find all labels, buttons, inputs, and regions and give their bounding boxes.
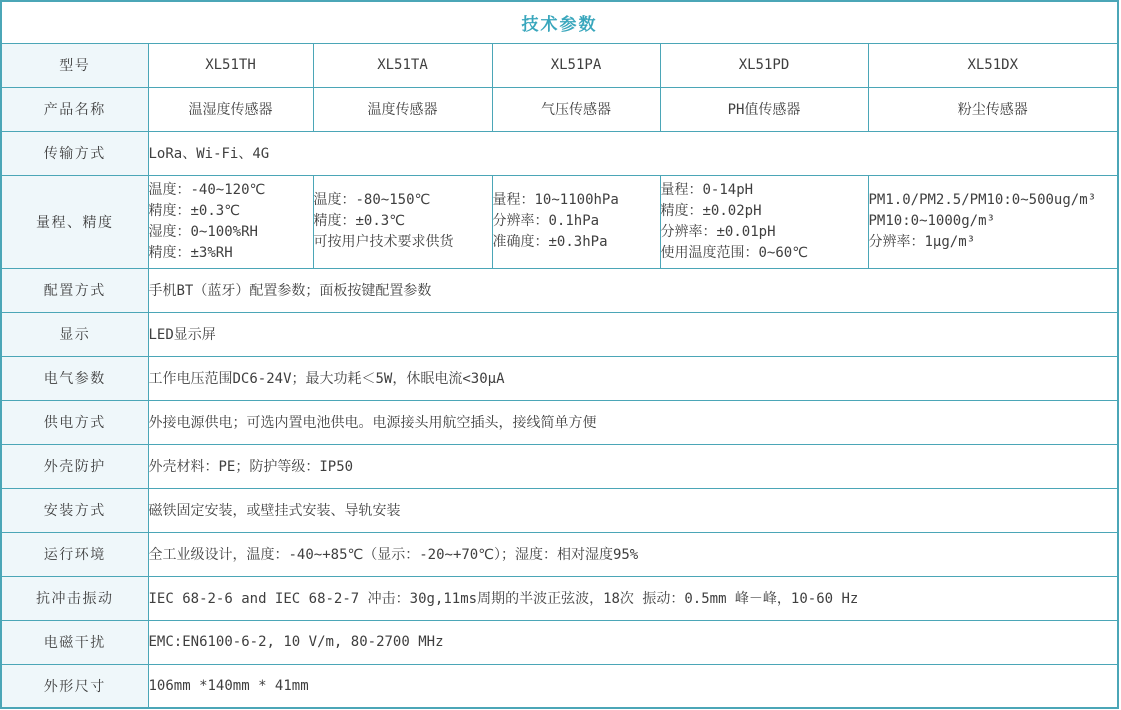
range-line: PM10:0~1000g/m³ bbox=[868, 213, 995, 229]
row-label-shock-vibration: 抗冲击振动 bbox=[1, 576, 148, 620]
range-line: 精度：±0.3℃ bbox=[313, 213, 405, 229]
spec-row-mounting bbox=[1, 488, 1118, 532]
row-label-environment: 运行环境 bbox=[1, 532, 148, 576]
model-cell-5: XL51DX bbox=[868, 43, 1118, 87]
range-line: 湿度：0~100%RH bbox=[148, 223, 258, 240]
row-label-dimensions: 外形尺寸 bbox=[1, 664, 148, 708]
spec-value-dimensions: 106mm *140mm * 41mm bbox=[148, 664, 1118, 708]
range-line: 精度：±3%RH bbox=[148, 244, 233, 261]
range-row bbox=[1, 175, 1118, 268]
row-label-display: 显示 bbox=[1, 312, 148, 356]
spec-row-dimensions bbox=[1, 664, 1118, 708]
spec-value-shock-vibration: IEC 68-2-6 and IEC 68-2-7 冲击：30g,11ms周期的半波正弦波，18次 振动：0.5mm 峰－峰，10-60 Hz bbox=[148, 576, 1118, 620]
range-line: 分辨率：0.1hPa bbox=[492, 213, 600, 229]
spec-row-enclosure bbox=[1, 444, 1118, 488]
range-cell-xl51th bbox=[148, 175, 313, 268]
product-cell-5: 粉尘传感器 bbox=[868, 87, 1118, 131]
title-row bbox=[1, 1, 1118, 43]
range-cell-xl51pa bbox=[492, 175, 660, 268]
page-title: 技术参数 bbox=[521, 14, 598, 35]
spec-value-emc: EMC:EN6100-6-2, 10 V/m, 80-2700 MHz bbox=[148, 620, 1118, 664]
range-line: 准确度：±0.3hPa bbox=[492, 234, 608, 250]
spec-value-environment: 全工业级设计，温度：-40~+85℃（显示：-20~+70℃）；湿度：相对湿度95% bbox=[148, 532, 1118, 576]
row-label-product: 产品名称 bbox=[1, 87, 148, 131]
product-cell-4: PH值传感器 bbox=[660, 87, 868, 131]
model-cell-4: XL51PD bbox=[660, 43, 868, 87]
range-line: 使用温度范围：0~60℃ bbox=[660, 244, 808, 261]
spec-row-display bbox=[1, 312, 1118, 356]
range-cell-xl51pd bbox=[660, 175, 868, 268]
transmission-row bbox=[1, 131, 1118, 175]
range-line: 量程：0-14pH bbox=[660, 181, 754, 198]
row-label-config: 配置方式 bbox=[1, 268, 148, 312]
spec-value-display: LED显示屏 bbox=[148, 312, 1118, 356]
range-line: 精度：±0.3℃ bbox=[148, 202, 240, 219]
row-label-mounting: 安装方式 bbox=[1, 488, 148, 532]
range-line: 量程：10~1100hPa bbox=[492, 192, 619, 208]
row-label-transmission: 传输方式 bbox=[1, 131, 148, 175]
product-row bbox=[1, 87, 1118, 131]
range-line: 温度：-40~120℃ bbox=[148, 181, 266, 198]
spec-row-shock-vibration bbox=[1, 576, 1118, 620]
row-label-model: 型号 bbox=[1, 43, 148, 87]
spec-row-config bbox=[1, 268, 1118, 312]
range-line: 分辨率：±0.01pH bbox=[660, 223, 776, 240]
range-cell-xl51dx bbox=[868, 175, 1118, 268]
range-cell-xl51ta bbox=[313, 175, 492, 268]
spec-value-electrical: 工作电压范围DC6-24V；最大功耗＜5W，休眠电流<30μA bbox=[148, 356, 1118, 400]
product-cell-3: 气压传感器 bbox=[492, 87, 660, 131]
title-cell bbox=[1, 1, 1118, 43]
range-line: 可按用户技术要求供货 bbox=[313, 234, 454, 250]
range-line: PM1.0/PM2.5/PM10:0~500ug/m³ bbox=[868, 192, 1097, 208]
spec-row-emc bbox=[1, 620, 1118, 664]
spec-value-mounting: 磁铁固定安装，或壁挂式安装、导轨安装 bbox=[148, 488, 1118, 532]
product-cell-1: 温湿度传感器 bbox=[148, 87, 313, 131]
product-cell-2: 温度传感器 bbox=[313, 87, 492, 131]
range-line: 温度：-80~150℃ bbox=[313, 192, 431, 208]
row-label-range: 量程、精度 bbox=[1, 175, 148, 268]
row-label-electrical: 电气参数 bbox=[1, 356, 148, 400]
row-label-emc: 电磁干扰 bbox=[1, 620, 148, 664]
model-cell-3: XL51PA bbox=[492, 43, 660, 87]
row-label-enclosure: 外壳防护 bbox=[1, 444, 148, 488]
transmission-value: LoRa、Wi-Fi、4G bbox=[148, 131, 1118, 175]
range-line: 分辨率：1μg/m³ bbox=[868, 234, 976, 250]
spec-value-enclosure: 外壳材料：PE；防护等级：IP50 bbox=[148, 444, 1118, 488]
range-line: 精度：±0.02pH bbox=[660, 202, 762, 219]
model-row bbox=[1, 43, 1118, 87]
spec-row-electrical bbox=[1, 356, 1118, 400]
spec-row-environment bbox=[1, 532, 1118, 576]
model-cell-2: XL51TA bbox=[313, 43, 492, 87]
spec-value-config: 手机BT（蓝牙）配置参数；面板按键配置参数 bbox=[148, 268, 1118, 312]
model-cell-1: XL51TH bbox=[148, 43, 313, 87]
spec-row-power bbox=[1, 400, 1118, 444]
spec-value-power: 外接电源供电；可选内置电池供电。电源接头用航空插头，接线简单方便 bbox=[148, 400, 1118, 444]
row-label-power: 供电方式 bbox=[1, 400, 148, 444]
